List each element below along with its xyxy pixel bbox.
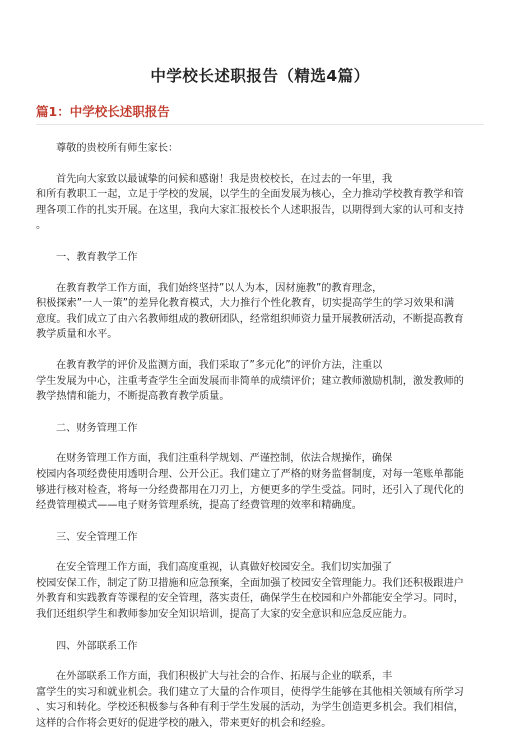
paragraph-finance [36, 451, 484, 513]
p1-line-1: 在教育教学工作方面，我们始终坚持”以人为本，因材施教”的教育理念， [56, 282, 383, 294]
paragraph-teaching-1 [36, 281, 484, 343]
intro-line-4: 。 [36, 220, 47, 232]
p2-line-1: 在教育教学的评价及监测方面，我们采取了”多元化”的评价方法，注重以 [56, 359, 383, 371]
p2-line-3: 教学热情和能力，不断提高教育教学质量。 [36, 391, 230, 403]
p2-line-2: 学生发展为中心，注重考查学生全面发展而非简单的成绩评价；建立教师激励机制，激发教师的 [36, 375, 464, 387]
p4-line-3: 外教育和实践教育等课程的安全管理，落实责任，确保学生在校园和户外都能安全学习。同时， [36, 593, 464, 605]
paragraph-safety [36, 560, 484, 622]
paragraph-teaching-2 [36, 358, 484, 405]
p1-line-3: 意度。我们成立了由六名教师组成的教研团队，经常组织师资力量开展教研活动，不断提高教育 [36, 313, 464, 325]
p3-line-4: 经费管理模式——电子财务管理系统，提高了经费管理的效率和精确度。 [36, 500, 362, 512]
p5-line-2: 富学生的实习和就业机会。我们建立了大量的合作项目，使得学生能够在其他相关领域有所学习 [36, 686, 464, 698]
p3-line-1: 在财务管理工作方面，我们注重科学规划、严谨控制，依法合规操作，确保 [56, 453, 393, 465]
p5-line-4: 这样的合作将会更好的促进学校的融入，带来更好的机会和经验。 [36, 718, 332, 730]
p3-line-2: 校园内各项经费使用透明合理、公开公正。我们建立了严格的财务监督制度，对每一笔账单都能 [36, 468, 464, 480]
document-title: 中学校长述职报告（精选4篇） [150, 67, 370, 85]
intro-line-3: 理各项工作的扎实开展。在这里，我向大家汇报校长个人述职报告，以期得到大家的认可和支持 [36, 204, 464, 216]
intro-line-1: 首先向大家致以最诚挚的问候和感谢！我是贵校校长，在过去的一年里，我 [56, 173, 393, 185]
p1-line-2: 积极探索”一人一策”的差异化教育模式，大力推行个性化教育，切实提高学生的学习效果和满 [36, 298, 455, 310]
heading-safety: 三、安全管理工作 [56, 531, 138, 543]
p3-line-3: 够进行核对检查，将每一分经费都用在刀刃上，方便更多的学生受益。同时，还引入了现代化的 [36, 484, 464, 496]
p1-line-4: 教学质量和水平。 [36, 329, 118, 341]
p4-line-2: 校园安保工作，制定了防卫措施和应急预案，全面加强了校园安全管理能力。我们还积极跟进户 [36, 577, 464, 589]
p5-line-3: 、实习和转化。学校还积极参与各种有利于学生发展的活动，为学生创造更多机会。我们相信， [36, 702, 464, 714]
section-title: 篇1：中学校长述职报告 [36, 102, 484, 125]
p4-line-4: 我们还组织学生和教师参加安全知识培训，提高了大家的安全意识和应急反应能力。 [36, 609, 413, 621]
p5-line-1: 在外部联系工作方面，我们积极扩大与社会的合作、拓展与企业的联系，丰 [56, 671, 393, 683]
greeting: 尊敬的贵校所有师生家长： [56, 143, 179, 154]
intro-line-2: 和所有教职工一起，立足于学校的发展，以学生的全面发展为核心，全力推动学校教育教学和管 [36, 189, 464, 201]
heading-teaching: 一、教育教学工作 [56, 251, 138, 263]
intro-paragraph [36, 172, 484, 234]
heading-external: 四、外部联系工作 [56, 640, 138, 652]
p4-line-1: 在安全管理工作方面，我们高度重视，认真做好校园安全。我们切实加强了 [56, 562, 393, 574]
paragraph-external [36, 669, 484, 731]
heading-finance: 二、财务管理工作 [56, 422, 138, 434]
